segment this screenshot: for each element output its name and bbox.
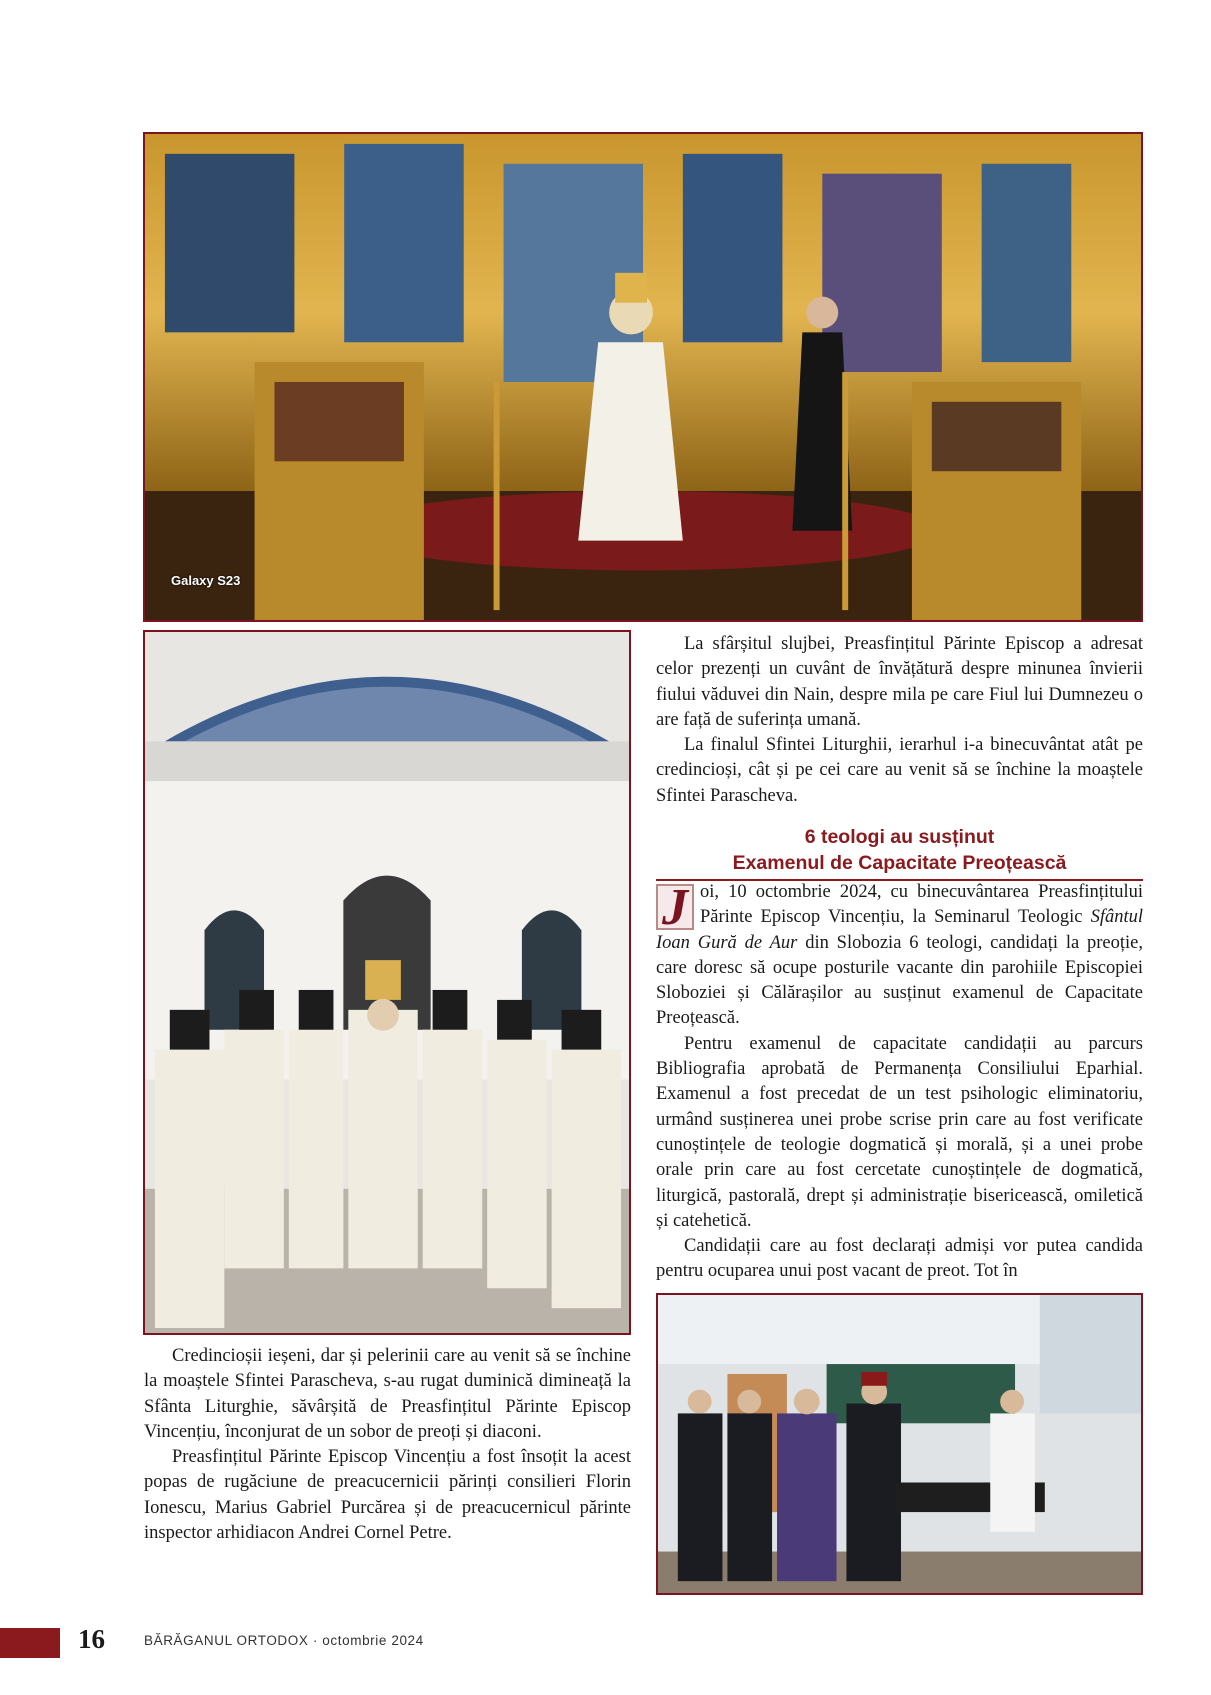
footer-accent-bar bbox=[0, 1628, 60, 1658]
heading-line-2: Examenul de Capacitate Preoțească bbox=[732, 852, 1067, 874]
paragraph: Credincioșii ieșeni, dar și pelerinii care au venit să se închine la moaștele Sfintei Parascheva, s-au rugat duminică dimineață la Sfânta Liturghie, săvârșită de Preasfințitul Părinte Episcop Vincențiu, înconjurat de un sobor de preoți și diaconi. bbox=[144, 1346, 631, 1442]
text: din Slobozia 6 teologi, candidați la preoție, care doresc să ocupe posturile vacante din parohiile Episcopiei Sloboziei și Călărașilor au susținut examenul de Capacitate Preoțească. bbox=[656, 932, 1143, 1029]
photo-iconostasis-sermon bbox=[143, 132, 1143, 622]
article1-left-column bbox=[144, 1344, 631, 1546]
paragraph: La finalul Sfintei Liturghii, ierarhul i-a binecuvântat atât pe credincioși, cât și pe cei care au venit să se închine la moaștele Sfintei Parascheva. bbox=[656, 735, 1143, 806]
photo-exam-classroom bbox=[656, 1293, 1143, 1595]
article2-heading bbox=[656, 824, 1143, 876]
paragraph: Preasfințitul Părinte Episcop Vincențiu a fost însoțit la acest popas de rugăciune de preacucernicii părinți consilieri Florin Ionescu, Marius Gabriel Purcărea și de preacucernicul părinte inspector arhidiacon Andrei Cornel Petre. bbox=[144, 1447, 631, 1544]
iconostasis-illustration bbox=[145, 134, 1141, 620]
issue-date: · octombrie 2024 bbox=[312, 1633, 424, 1648]
article1-right-column bbox=[656, 632, 1143, 809]
paragraph: La sfârșitul slujbei, Preasfințitul Părinte Episcop a adresat celor prezenți un cuvânt de învățătură despre minunea învierii fiului văduvei din Nain, despre mila pe care Fiul lui Dumnezeu o are față de suferința umană. bbox=[656, 634, 1143, 730]
footer-publication bbox=[144, 1633, 424, 1648]
paragraph: Pentru examenul de capacitate candidații au parcurs Bibliografia aprobată de Permanența Consiliului Eparhial. Examenul a fost precedat de un test psihologic eliminatoriu, urmând susținerea unei probe scrise prin care au fost verificate cunoștințele de teologie dogmatică și morală, și a unei probe orale prin care au fost cercetate cunoștințele de dogmatică, liturgică, pastorală, drept și administrație bisericească, omiletică și catehetică. bbox=[656, 1033, 1143, 1231]
paragraph-with-dropcap bbox=[656, 880, 1143, 1032]
page-number: 16 bbox=[78, 1624, 105, 1654]
heading-line-1: 6 teologi au susținut bbox=[804, 826, 995, 848]
dropcap-initial: J bbox=[656, 884, 694, 930]
clergy-group-illustration bbox=[145, 632, 629, 1333]
photo-clergy-group bbox=[143, 630, 631, 1335]
publication-name: BĂRĂGANUL ORTODOX bbox=[144, 1633, 309, 1648]
article2-body bbox=[656, 880, 1143, 1285]
seminary-name: Sfântul Ioan Gură de Aur bbox=[656, 907, 1143, 953]
paragraph: Candidații care au fost declarați admiși vor putea candida pentru ocuparea unui post vacant de preot. Tot în bbox=[656, 1236, 1143, 1282]
text: oi, 10 octombrie 2024, cu binecuvântarea Preasfințitului Părinte Episcop Vincențiu, la Seminarul Teologic bbox=[700, 882, 1143, 928]
camera-watermark: Galaxy S23 bbox=[171, 573, 241, 588]
classroom-illustration bbox=[658, 1295, 1141, 1593]
